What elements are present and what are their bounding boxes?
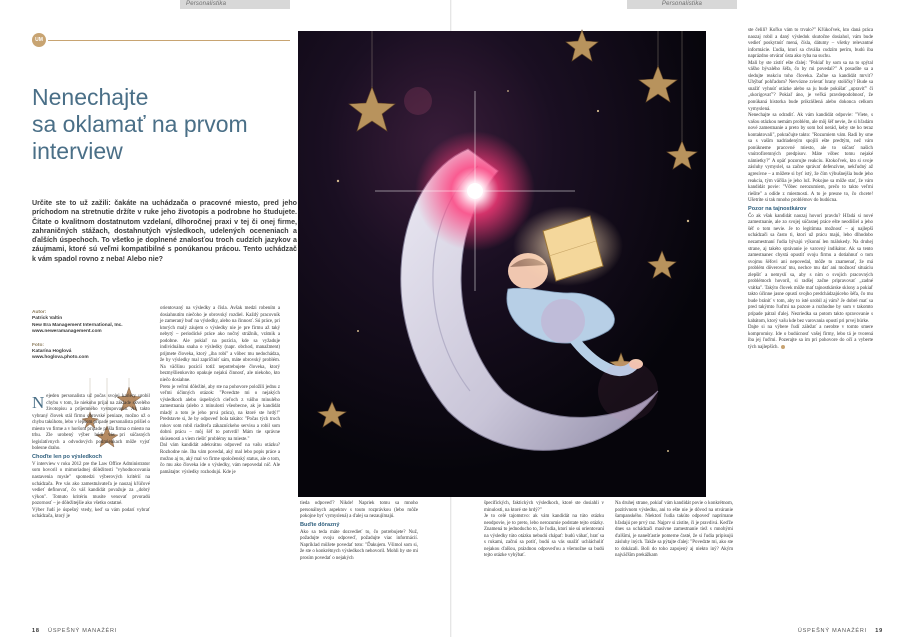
paragraph: špecifických, faktických výsledkoch, ktoré ste dosiahli v minulosti, na ktoré ste hrdý?" — [484, 501, 604, 513]
paragraph: Mali by ste zistiť ešte ďalej: "Pokiaľ by som sa na to spýtal vášho bývalého šéfa, čo by mi povedal?" A posadíte sa a sledujte reakciu toho človeka. Začne sa kandidát mrviť? Uhýbať pohľadom? Nervózne zvierať hrany stoličky? Bude sa snažiť vyhnúť otázke alebo sa ju bude pokúšať „upraviť" či „skorigovať"? Pokiaľ áno, je veľká pravdepodobnosť, že ponúkaná historka bude prikrášlená alebo dokonca celkom vymyslená. — [748, 60, 873, 112]
logo-badge: UM — [32, 33, 46, 47]
title-line-3: interview — [32, 138, 123, 164]
photo-url[interactable]: www.hoglova.photo.com — [32, 355, 89, 361]
title-line-1: Nenechajte — [32, 84, 149, 110]
paragraph: Nejeden personalista už počas svojej kariéry urobil chybu v tom, že niekoho prijal na základe skvelého životopisu a príjemného vystupovania. Ak takto vybraný človek stál firmu obrovské peniaze, možno už o chybu takúhoto, lebo v lepšom prípade personalista prišiel o miesto vo firme a v horšom prípade prišla firma o miesto na trhu. Zle urobený výber búdi vás pri súčasných legislatívnych a odvodových podmienkach môže vyjsť bolesne draho. — [32, 393, 150, 452]
lead-paragraph: Určite ste to už zažili: čakáte na uchádzača o pracovné miesto, pred jeho príchodom na stretnutie držíte v ruke jeho životopis a podrobne ho študujete. Čítate o kvalitnom dostatnutom vzdelaní, dlhoročnej praxi v tej či onej firme, zahraničných stážach, dostahnutých výsledkoch, udelených oceneniach a ďalších úspechoch. To všetko je doplnené znalosťou troch cudzích jazykov a záujmami, ktoré sú veľmi kompatibilné s ponúkanou prácou. Tento uchádzač k vám spadol rovno z neba! Alebo nie? — [32, 199, 297, 263]
author-company: New Era Management International, Inc. — [32, 322, 123, 328]
page-number: 19 — [875, 628, 883, 634]
dropcap: N — [32, 393, 45, 412]
body-column-4 — [484, 501, 604, 560]
subheading: Buďte dôrazný — [300, 521, 340, 528]
author-credit — [32, 310, 152, 336]
paragraph: Preto je veľmi dôležité, aby ste na pohovore položili jednu z veľmi účinných otázok: "Povedzte mi o nejakých výsledkoch alebo úspešných cieľoch z vášho minulého zamestnania (alebo z minulosti všeobecne, ak je kandidát mladý a toto je jeho prvá práca), na ktoré ste hrdý!" Predstavte si, že by odpoveď bola takáto: "Počas tých troch rokov som robil riaditeľa zákazníckeho servisu a robil som dobrú prácu – môj šéf to potvrdí! Mám tie správne skúsenosti a viem riešiť problémy na mieste." — [160, 384, 280, 442]
body-column-3 — [300, 501, 418, 562]
photo-credit — [32, 343, 152, 362]
logo-rule — [48, 40, 290, 41]
subheading: Pozor na tajnostkárov — [748, 205, 807, 212]
paragraph: Dajte si na výbere ľudí záležať a nerobte v tomto smere kompromisy. Ide o budúcnosť vašej firmy, lebo tá je tvorená iba jej ľuďmi. Pozerajte sa im pri pohovore do očí a vyberte tých najlepších. — [748, 325, 873, 350]
paragraph: ste čelili? Koľko vám to trvalo?" Kľúkoľvek, kto daná práca naozaj robil a daný výsledok skutočne dosiahol, vám bude vedieť poskytnúť mená, čísla, dátumy – všetky relevantné informácie. Ľudia, ktorí sa chvália cudzím perím, budú iba naprázdno otvárať ústa ako ryba na suchu. — [748, 28, 873, 60]
photo-label: Foto: — [32, 342, 44, 348]
section-tab: Personalistika — [627, 0, 737, 9]
paragraph: Čo ak však kandidát naozaj hovorí pravdu? Hľadá si nové zamestnanie, ale zo svojej súčasnej práce ešte neodišiel a jeho šéf o tom nevie. Je to legitímna možnosť – aj najlepší uchádzači sa často ti, ktorí už prácu majú, lebo dlhodobo nezamestnaní ľudia bývajú výkonní len málokedy. Na druhej strane, aj takéto správanie je varovný indikátor. Ak sa tento zamestnanec chystá opustiť svoju firmu a dotiahnuť o tom svojmu šéfovi ani nepovedal, môže to znamenať, že má problém dôverovať mu, nechce mu dať ani možnosť situáciu zlepšiť a nemyslí sa, aby s ním o svojich pracovných problémoch hovoril, si radšej začne pripravovať „zadné vrátka". Takýto človek môže mať tajnostkárske sklony a pokiaľ takto účinne jasne opustí svojho predchádzajúceho šéfa, čo mu bude brániť v tom, aby to isté urobil aj vám? Je dobré mať sa pred takýmto ľuďmi na pozore a rozhodne by som v takomto prípade pátral ďalej. Nezriedka sa potom takto spravovanie s kabátom, ktorý vašu kde bez varovania opustí pri prvej búrke. — [748, 213, 873, 324]
body-column-6 — [748, 28, 873, 351]
author-url[interactable]: www.neweramanagement.com — [32, 329, 102, 335]
page-number: 18 — [32, 628, 40, 634]
paragraph: Nenechajte sa odradiť. Ak vám kandidát odpovie: "Viete, s vašou otázkou nemám problém, ale môj šéf nevie, že si hľadám nové zamestnanie a preto by som bol nerád, keby ste ho teraz kontaktovali", pokračujte takto: "Rozumiem vám. Radi by sme sa s vaším nadriadeným spojili ešte predtým, než vám ponúkneme pracovné miesto, ale to súčasť našich vnútrofiremných predpisov. Máte vôbec tomu nejaké námietky?" A opäť pozorujte reakciu. Ktokoľvek, kto si svoje zásluhy vymyslel, sa začne správať defenzívne, nekľudný až agresívne – a môžete si byť istý, že čím výbušnejšia bude jeho reakcia, tým väčšia je jeho lož. Pokojne sa môže stať, že vám kandidát povie: "Vôbec nerozumiem, prečo to takto veľmi riešite" a odíde z miestnosti. A to je presne to, čo chcete! Ušetrite si tak mnoho problémov do budúcna. — [748, 113, 873, 204]
body-column-1 — [32, 394, 150, 521]
author-label: Autor: — [32, 310, 47, 315]
photo-name: Katarína Hoglová — [32, 349, 72, 355]
magazine-name: ÚSPEŠNÝ MANAŽÉRI — [797, 628, 867, 634]
paragraph: orientovaný na výsledky a čísla. Avšak medzi robením a dosiahnutím niečoho je obrovský rozdiel. Každý pracovník je zameraný buď na výsledky, alebo na činnosť. Sú práce, pri ktorých malý záujem o výsledky nie je pre firmu až taký nebytý – periodické práce ako nočný strážnik, vrátnik a podobne. Ale pokiaľ na pozícia, kde sa vyžaduje individuálna snaha o výsledky (napr. obchod, manažment) prijmete človeka, ktorý „iba robí" a vôbec mu nedochádza, že by výsledky mal zapríčiniť sám, máte obrovský problém. Na väčšinu pozícií totiž nepotrebujete človeka, ktorý bezmyšlienkovito opakuje nejakú činnosť, ale niekoho, kto niečo dosiahne. — [160, 306, 280, 384]
paragraph: V interview v roku 2012 pre the Law Office Administrator som hovoril o mimoriadnej dôležitosti "vyhodnocovania nastavenia mysle" spomedzi výberových kritérií na uchádzača. Pre vás ako zamestnávateľa je naozaj kľúčové vedieť definovať, čo váš kandidát považuje za „dobrý výkon". Tomuto kritériu musíte venovať prvoradú pozornosť – je dôležitejšie ako všetko ostatné. — [32, 461, 150, 507]
author-name: Patrick Valtin — [32, 316, 63, 322]
title-line-2: sa oklamať na prvom — [32, 111, 248, 137]
end-mark-icon — [781, 345, 785, 349]
paragraph: Dal vám kandidát adekvátnu odpoveď na vašu otázku? Rozhodne nie. Iba vám povedal, aký mal lebo popis práce a možno aj to, aký mal vo firme spoločenský status, ale o tom, čo mu ako človeka ide o výsledky, vám nepovedal nič. Ale pamätajte: výsledky rozhodujú. Kde je — [160, 443, 280, 475]
paragraph: Na druhej strane, pokiaľ vám kandidát povie o konkrétnom, pozitívnom výsledku, ani to ešte nie je dôvod na otváranie šampanského. Niektorí ľudia takúto odpoveď naprímane hľadajú pre prvý raz. Najprv si zistite, či je pravdivá. Keďže dnes sa uchádzači masívne zamestnanie tiež s mnohými ďalšími, je nanešťastie pomerne časté, že si ľudia pripisujú zásluhy iných. Takže sa pýtajte ďalej: "Povedzte mi, ako ste to dokázali. Boli do toho zapojený aj niekto iný? Akým najväčším prekážkam — [615, 501, 733, 559]
page-footer-left — [32, 628, 117, 634]
paragraph: tieda odpoveď? Nikde! Napriek tomu sa mnoho personálnych aspektov s touto rozprávkou (lebo môže pokojne byť vymyslená) a ďalej sa nezaujímajú. — [300, 501, 418, 520]
paragraph: Je to celé tajomstvo: ak vám kandidát na túto otázku neodpovie, je to preto, lebo nerozumie podstate tejto otázky. Znamená to jednoducho to, že ľudia, ktorí nie sú orientovaní na výsledky túto otázku nebudú chápať: budú váhať, hrať sa s rukami, začnú sa potiť, budú sa vás snažiť uchlácholiť nejakou ďalšou, prázdnou odpoveďou a všemožne sa budú tejto otázke vyhýbať. — [484, 514, 604, 559]
right-page — [300, 0, 903, 637]
credits — [32, 310, 152, 369]
magazine-name: ÚSPEŠNÝ MANAŽÉRI — [48, 628, 118, 634]
paragraph: Výber ľudí je úspešný vtedy, keď sa vám podarí vybrať uchádzača, ktorý je — [32, 507, 150, 520]
body-column-5 — [615, 501, 733, 560]
body-column-2 — [160, 306, 280, 476]
article-title — [32, 84, 292, 165]
section-tab: Personalistika — [180, 0, 290, 9]
paragraph: Ako sa teda máte dozvedieť to, čo potrebujete? Nuž, požadujte svoju odpoveď, požadujte viac informácií. Napríklad môžete povedať toto: "Ďakujem. Všimol som si, že ste o konkrétnych výsledkoch nehovoril. Mohli by ste mi prosím povedať o nejakých — [300, 529, 418, 561]
subheading: Choďte len po výsledkoch — [32, 453, 102, 460]
page-footer-right — [798, 628, 883, 634]
